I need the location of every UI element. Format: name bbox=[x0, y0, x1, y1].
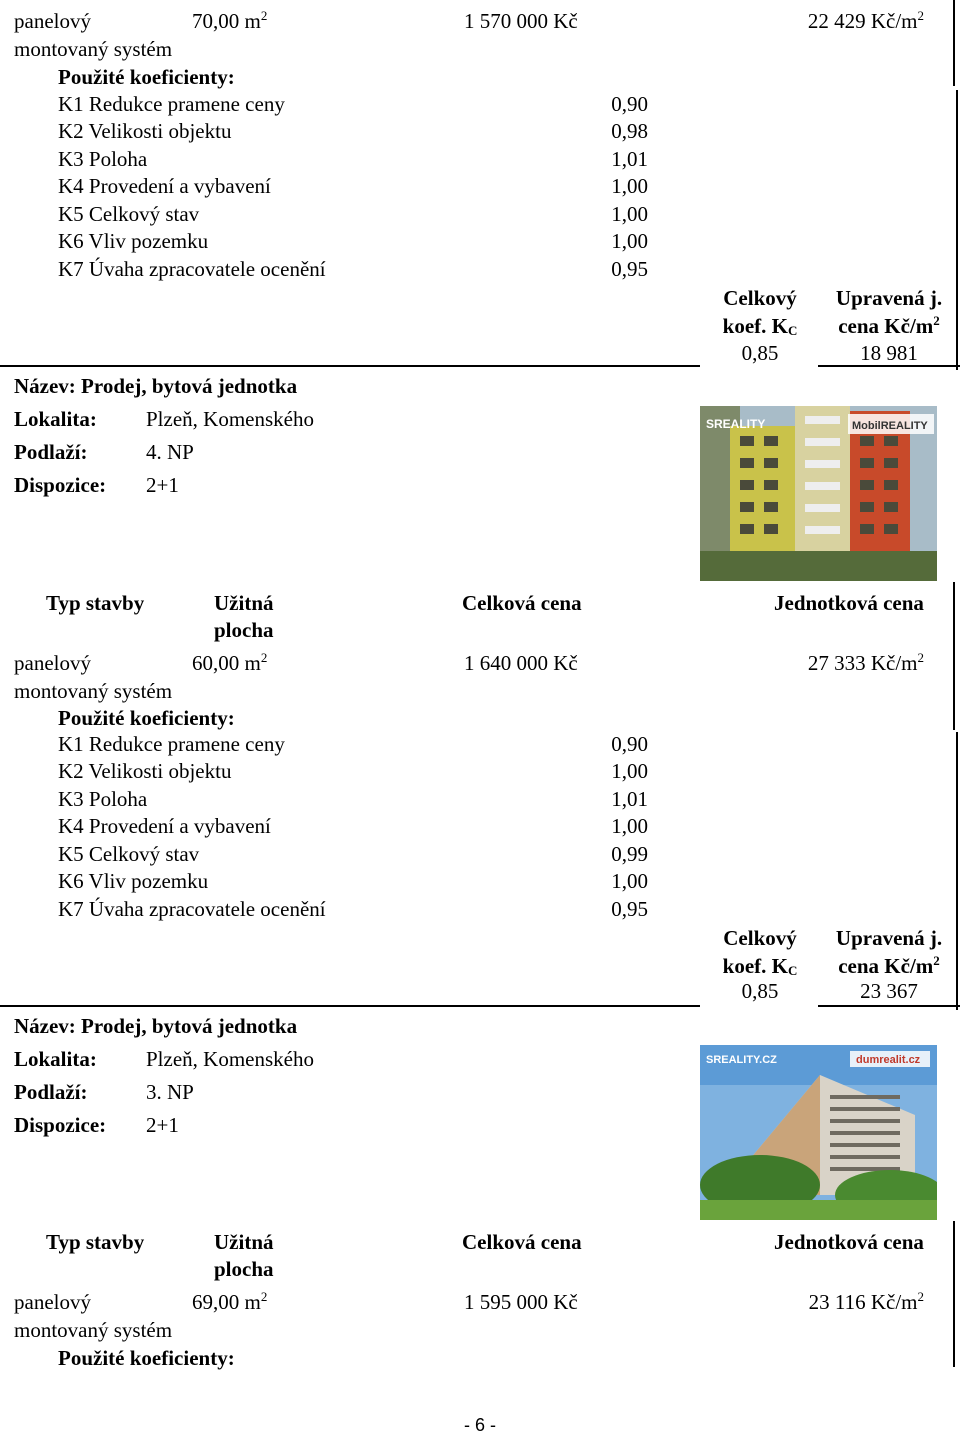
block2-upravena-value: 23 367 bbox=[860, 979, 918, 1003]
divider bbox=[0, 1005, 700, 1007]
block2-cena: 1 640 000 Kč bbox=[464, 651, 578, 675]
table-border bbox=[953, 1221, 955, 1367]
dispozice-value: 2+1 bbox=[146, 473, 179, 497]
block1-jednotkova: 22 429 $Kč/m^2$ bbox=[807, 8, 924, 33]
block3-jednotkova: 23 116 $Kč/m^2$ bbox=[808, 1289, 924, 1314]
photo-watermark-right: dumrealit.cz bbox=[856, 1054, 921, 1066]
upravena-label: Upravená j. bbox=[835, 926, 943, 950]
block2-kc-value: 0,85 bbox=[741, 979, 779, 1003]
coef-name: K1 Redukce pramene ceny bbox=[58, 92, 285, 116]
coef-name: K1 Redukce pramene ceny bbox=[58, 732, 285, 756]
header-jednotkova: Jednotková cena bbox=[774, 591, 924, 615]
coef-value: 0,99 bbox=[611, 842, 648, 866]
coef-value: 1,00 bbox=[611, 869, 648, 893]
podlazi-value: 4. NP bbox=[146, 440, 194, 464]
coef-value: 1,00 bbox=[611, 174, 648, 198]
coef-name: K4 Provedení a vybavení bbox=[58, 174, 271, 198]
coef-name: K2 Velikosti objektu bbox=[58, 119, 232, 143]
coef-name: K5 Celkový stav bbox=[58, 202, 200, 226]
cena-kc-m2-label: cena $Kč/m^2$ bbox=[838, 313, 940, 338]
lokalita-value: Plzeň, Komenského bbox=[146, 1047, 314, 1071]
coef-value: 1,00 bbox=[611, 229, 648, 253]
block1-typ: panelový bbox=[14, 9, 91, 33]
divider bbox=[818, 1005, 960, 1007]
block1-montovany: montovaný systém bbox=[14, 37, 173, 61]
header-jednotkova: Jednotková cena bbox=[774, 1230, 924, 1254]
celkovy-label: Celkový bbox=[723, 286, 797, 310]
block2-coef-title: Použité koeficienty: bbox=[58, 706, 235, 730]
koef-kc-label: koef. $K_C$ bbox=[722, 314, 798, 338]
listing-title: Název: Prodej, bytová jednotka bbox=[14, 1014, 298, 1038]
coef-name: K3 Poloha bbox=[58, 787, 148, 811]
header-typ: Typ stavby bbox=[46, 591, 145, 615]
coef-name: K4 Provedení a vybavení bbox=[58, 814, 271, 838]
header-plocha: plocha bbox=[214, 618, 274, 642]
upravena-label: Upravená j. bbox=[835, 286, 943, 310]
block1-cena: 1 570 000 Kč bbox=[464, 9, 578, 33]
block2-typ: panelový bbox=[14, 651, 91, 675]
dispozice-value: 2+1 bbox=[146, 1113, 179, 1137]
block1-plocha: 70,00 $m^2$ bbox=[192, 8, 268, 33]
building-photo bbox=[700, 406, 937, 581]
podlazi-value: 3. NP bbox=[146, 1080, 194, 1104]
coef-value: 1,01 bbox=[611, 147, 648, 171]
building-photo bbox=[700, 1045, 937, 1220]
cena-kc-m2-label: cena $Kč/m^2$ bbox=[838, 953, 940, 978]
koef-kc-label: koef. $K_C$ bbox=[722, 954, 798, 978]
lokalita-value: Plzeň, Komenského bbox=[146, 407, 314, 431]
coef-value: 1,00 bbox=[611, 202, 648, 226]
page-number: - 6 - bbox=[463, 1415, 496, 1435]
coef-value: 0,90 bbox=[611, 92, 648, 116]
coef-value: 0,90 bbox=[611, 732, 648, 756]
listing-title: Název: Prodej, bytová jednotka bbox=[14, 374, 298, 398]
coef-value: 1,00 bbox=[611, 759, 648, 783]
coef-name: K5 Celkový stav bbox=[58, 842, 200, 866]
podlazi-label: Podlaží: bbox=[14, 1080, 88, 1104]
block3-typ: panelový bbox=[14, 1290, 91, 1314]
header-celkova: Celková cena bbox=[462, 1230, 582, 1254]
block2-montovany: montovaný systém bbox=[14, 679, 173, 703]
coef-value: 0,95 bbox=[611, 897, 648, 921]
table-border bbox=[953, 0, 955, 86]
coef-value: 1,00 bbox=[611, 814, 648, 838]
coef-name: K6 Vliv pozemku bbox=[58, 869, 209, 893]
header-uzitna: Užitná bbox=[214, 1230, 274, 1254]
block3-montovany: montovaný systém bbox=[14, 1318, 173, 1342]
coef-name: K6 Vliv pozemku bbox=[58, 229, 209, 253]
coef-name: K3 Poloha bbox=[58, 147, 148, 171]
block1-coef-title: Použité koeficienty: bbox=[58, 65, 235, 89]
dispozice-label: Dispozice: bbox=[14, 473, 107, 497]
apartment-building-image bbox=[700, 406, 937, 581]
block3-cena: 1 595 000 Kč bbox=[464, 1290, 578, 1314]
coef-name: K7 Úvaha zpracovatele ocenění bbox=[58, 897, 326, 921]
lokalita-label: Lokalita: bbox=[14, 407, 97, 431]
photo-watermark-left: SREALITY.CZ bbox=[706, 1054, 777, 1066]
header-plocha: plocha bbox=[214, 1257, 274, 1281]
coef-name: K2 Velikosti objektu bbox=[58, 759, 232, 783]
coef-value: 0,98 bbox=[611, 119, 648, 143]
block2-plocha: 60,00 $m^2$ bbox=[192, 650, 268, 675]
celkovy-label: Celkový bbox=[723, 926, 797, 950]
table-border bbox=[953, 582, 955, 730]
apartment-building-image bbox=[700, 1045, 937, 1220]
table-border bbox=[956, 732, 958, 1010]
block2-jednotkova: 27 333 $Kč/m^2$ bbox=[807, 650, 924, 675]
block3-plocha: 69,00 $m^2$ bbox=[192, 1289, 268, 1314]
block1-kc-value: 0,85 bbox=[741, 341, 779, 365]
podlazi-label: Podlaží: bbox=[14, 440, 88, 464]
table-border bbox=[956, 90, 958, 370]
block1-upravena-value: 18 981 bbox=[860, 341, 918, 365]
coef-value: 1,01 bbox=[611, 787, 648, 811]
lokalita-label: Lokalita: bbox=[14, 1047, 97, 1071]
coef-value: 0,95 bbox=[611, 257, 648, 281]
header-uzitna: Užitná bbox=[214, 591, 274, 615]
coef-name: K7 Úvaha zpracovatele ocenění bbox=[58, 257, 326, 281]
dispozice-label: Dispozice: bbox=[14, 1113, 107, 1137]
photo-watermark-right: MobilREALITY bbox=[852, 420, 928, 432]
divider bbox=[0, 365, 700, 367]
header-typ: Typ stavby bbox=[46, 1230, 145, 1254]
divider bbox=[818, 365, 960, 367]
block3-coef-title: Použité koeficienty: bbox=[58, 1346, 235, 1370]
header-celkova: Celková cena bbox=[462, 591, 582, 615]
photo-watermark-left: SREALITY bbox=[706, 417, 766, 431]
